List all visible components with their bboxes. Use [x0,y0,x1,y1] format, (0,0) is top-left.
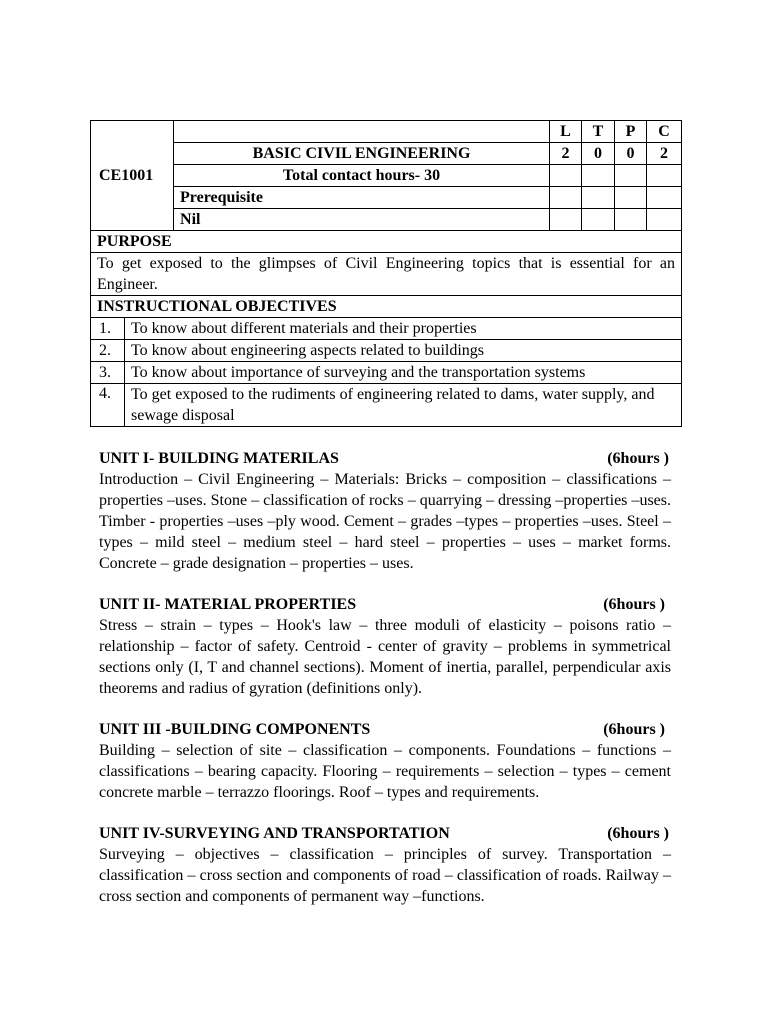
ltpc-header-l: L [550,121,582,143]
objective-number: 4. [91,384,125,427]
objective-text: To know about different materials and their properties [125,318,682,340]
prerequisite-label: Prerequisite [174,187,550,209]
objective-text: To know about engineering aspects related to buildings [125,340,682,362]
unit-title: UNIT II- MATERIAL PROPERTIES [99,596,357,613]
objective-number: 2. [91,340,125,362]
ltpc-value-t: 0 [582,143,615,165]
purpose-text: To get exposed to the glimpses of Civil Engineering topics that is essential for an Engineer. [91,253,682,296]
objective-text: To get exposed to the rudiments of engineering related to dams, water supply, and sewage disposal [125,384,682,427]
unit-body: Stress – strain – types – Hook's law – three moduli of elasticity – poisons ratio – relationship – factor of safety. Centroid - center of gravity – problems in symmetrical sections only (I, T and channel sections). Moment of inertia, parallel, perpendicular axis theorems and radius of gyration (definitions only). [99,617,671,697]
unit-4 [99,823,671,907]
unit-title: UNIT I- BUILDING MATERILAS [99,450,339,467]
unit-heading [99,823,671,844]
objective-row [91,340,682,362]
objective-number: 1. [91,318,125,340]
unit-hours: (6hours ) [603,596,665,613]
ltpc-value-c: 2 [647,143,682,165]
unit-body: Surveying – objectives – classification – principles of survey. Transportation – classification – cross section and components of road – classification of roads. Railway – cross section and components of permanent way –functions. [99,846,671,905]
unit-hours: (6hours ) [607,825,669,842]
course-header-table [90,120,682,427]
unit-2 [99,594,671,699]
ltpc-header-t: T [582,121,615,143]
unit-heading [99,448,671,469]
objective-row [91,384,682,427]
units-section [99,448,671,927]
ltpc-header-c: C [647,121,682,143]
unit-3 [99,719,671,803]
blank-title-row [174,121,550,143]
unit-hours: (6hours ) [603,721,665,738]
unit-heading [99,719,671,740]
prerequisite-value: Nil [174,209,550,231]
objective-number: 3. [91,362,125,384]
unit-heading [99,594,671,615]
objective-row [91,362,682,384]
ltpc-value-l: 2 [550,143,582,165]
purpose-heading: PURPOSE [91,231,682,253]
unit-hours: (6hours ) [607,450,669,467]
unit-body: Building – selection of site – classification – components. Foundations – functions – classifications – bearing capacity. Flooring – requirements – selection – types – cement concrete marble – terrazzo floorings. Roof – types and requirements. [99,742,671,801]
unit-title: UNIT IV-SURVEYING AND TRANSPORTATION [99,825,450,842]
course-title: BASIC CIVIL ENGINEERING [174,143,550,165]
unit-body: Introduction – Civil Engineering – Materials: Bricks – composition – classifications – properties –uses. Stone – classification of rocks – quarrying – dressing –properties –uses. Timber - properties –uses –ply wood. Cement – grades –types – properties –uses. Steel – types – mild steel – medium steel – hard steel – properties – uses – market forms. Concrete – grade designation – properties – uses. [99,471,671,572]
contact-hours: Total contact hours- 30 [174,165,550,187]
objective-text: To know about importance of surveying and the transportation systems [125,362,682,384]
unit-1 [99,448,671,574]
unit-title: UNIT III -BUILDING COMPONENTS [99,721,371,738]
ltpc-value-p: 0 [615,143,647,165]
objectives-heading: INSTRUCTIONAL OBJECTIVES [91,296,682,318]
course-code: CE1001 [91,121,174,231]
objective-row [91,318,682,340]
ltpc-header-p: P [615,121,647,143]
